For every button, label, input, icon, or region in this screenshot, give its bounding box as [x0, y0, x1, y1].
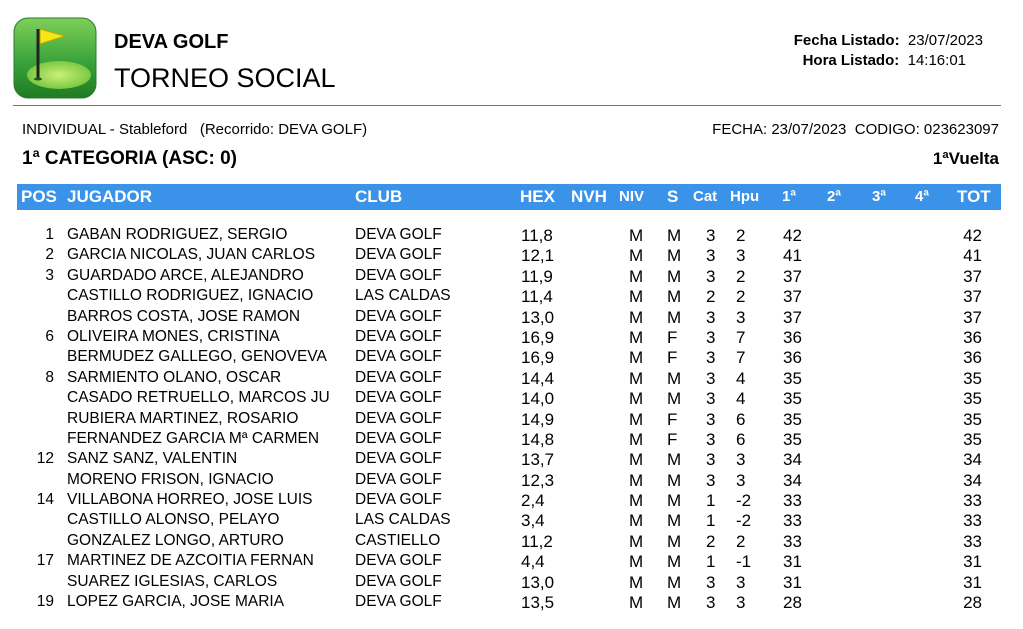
cell-cat: 3 [706, 572, 716, 592]
table-row [0, 389, 1023, 409]
listing-time [803, 52, 966, 69]
cell-club: DEVA GOLF [355, 348, 442, 366]
cell-sex: M [667, 552, 682, 572]
cell-tot: 37 [963, 287, 982, 307]
cell-niv: M [629, 226, 644, 245]
cell-hpu: -2 [736, 491, 752, 511]
cell-sex: F [667, 409, 678, 429]
cell-player: OLIVEIRA MONES, CRISTINA [67, 327, 280, 345]
cell-pos: 2 [45, 246, 54, 264]
cell-niv: M [629, 572, 644, 592]
cell-hpu: 2 [736, 226, 746, 245]
listing-date-value: 23/07/2023 [907, 32, 983, 49]
table-row [0, 410, 1023, 430]
cell-sex: M [667, 491, 682, 511]
category-title: 1ª CATEGORIA (ASC: 0) [22, 148, 237, 169]
cell-cat: 3 [706, 246, 716, 266]
cell-player: SARMIENTO OLANO, OSCAR [67, 368, 282, 386]
results-table [0, 226, 1023, 613]
golf-flag-icon [13, 17, 97, 99]
cell-sex: M [667, 450, 682, 470]
cell-r1: 36 [783, 348, 802, 368]
cell-cat: 2 [706, 531, 716, 551]
cell-cat: 2 [706, 287, 716, 307]
col-hpu: Hpu [730, 188, 760, 205]
table-row [0, 491, 1023, 511]
cell-sex: M [667, 226, 682, 245]
cell-niv: M [629, 593, 644, 613]
table-row [0, 226, 1023, 246]
tournament-name: TORNEO SOCIAL [114, 63, 336, 93]
cell-player: CASTILLO ALONSO, PELAYO [67, 511, 280, 529]
cell-sex: M [667, 287, 682, 307]
cell-hex: 12,1 [521, 246, 555, 266]
table-row [0, 511, 1023, 531]
col-r2: 2ª [827, 188, 841, 205]
cell-cat: 1 [706, 491, 716, 511]
cell-cat: 3 [706, 593, 716, 613]
cell-pos: 1 [45, 226, 54, 243]
cell-hpu: 3 [736, 307, 746, 327]
cell-r1: 33 [783, 511, 802, 531]
table-row [0, 287, 1023, 307]
cell-niv: M [629, 491, 644, 511]
cell-club: LAS CALDAS [355, 287, 451, 305]
cell-cat: 3 [706, 327, 716, 347]
cell-hpu: 6 [736, 409, 746, 429]
cell-hex: 11,9 [521, 266, 553, 286]
cell-r1: 37 [783, 307, 802, 327]
cell-sex: F [667, 429, 678, 449]
cell-player: MARTINEZ DE AZCOITIA FERNAN [67, 552, 314, 570]
cell-r1: 36 [783, 327, 802, 347]
cell-hex: 11,8 [521, 226, 553, 245]
cell-club: DEVA GOLF [355, 552, 442, 570]
cell-tot: 33 [963, 511, 982, 531]
table-header [17, 184, 1001, 210]
cell-cat: 1 [706, 552, 716, 572]
cell-r1: 31 [783, 552, 802, 572]
cell-niv: M [629, 450, 644, 470]
listing-date-label: Fecha Listado: [793, 32, 900, 49]
cell-player: LOPEZ GARCIA, JOSE MARIA [67, 593, 285, 611]
cell-tot: 34 [963, 450, 982, 470]
cell-niv: M [629, 246, 644, 266]
col-r4: 4ª [915, 188, 929, 205]
cell-hex: 4,4 [521, 552, 545, 572]
col-r1: 1ª [782, 188, 796, 205]
cell-sex: M [667, 531, 682, 551]
competition-format: INDIVIDUAL - Stableford (Recorrido: DEVA GOLF) [22, 121, 368, 138]
col-cat: Cat [693, 188, 718, 205]
cell-sex: M [667, 572, 682, 592]
col-tot: TOT [957, 187, 991, 206]
cell-sex: M [667, 307, 682, 327]
cell-player: CASTILLO RODRIGUEZ, IGNACIO [67, 287, 314, 305]
cell-cat: 3 [706, 348, 716, 368]
cell-tot: 37 [963, 266, 982, 286]
cell-tot: 37 [963, 307, 982, 327]
col-club: CLUB [355, 187, 403, 206]
cell-tot: 31 [963, 552, 982, 572]
col-r3: 3ª [872, 188, 886, 205]
cell-hex: 14,0 [521, 389, 555, 409]
cell-hex: 11,2 [521, 531, 553, 551]
cell-club: DEVA GOLF [355, 429, 442, 447]
cell-cat: 3 [706, 226, 716, 245]
table-row [0, 593, 1023, 613]
cell-hex: 12,3 [521, 470, 555, 490]
cell-hex: 2,4 [521, 491, 545, 511]
cell-hpu: 3 [736, 450, 746, 470]
cell-club: DEVA GOLF [355, 246, 442, 264]
cell-hex: 13,0 [521, 307, 555, 327]
table-row [0, 532, 1023, 552]
cell-player: GABAN RODRIGUEZ, SERGIO [67, 226, 288, 243]
cell-tot: 33 [963, 491, 982, 511]
cell-club: DEVA GOLF [355, 327, 442, 345]
cell-cat: 3 [706, 368, 716, 388]
cell-cat: 1 [706, 511, 716, 531]
col-hex: HEX [520, 187, 555, 206]
cell-r1: 41 [783, 246, 802, 266]
cell-hpu: 2 [736, 531, 746, 551]
cell-club: DEVA GOLF [355, 450, 442, 468]
cell-club: DEVA GOLF [355, 389, 442, 407]
cell-niv: M [629, 348, 644, 368]
cell-pos: 19 [36, 593, 54, 611]
cell-hpu: 6 [736, 429, 746, 449]
cell-r1: 31 [783, 572, 802, 592]
cell-player: SANZ SANZ, VALENTIN [67, 450, 238, 468]
cell-club: DEVA GOLF [355, 307, 442, 325]
cell-hex: 13,0 [521, 572, 555, 592]
col-pos: POS [21, 187, 57, 206]
cell-tot: 41 [963, 246, 982, 266]
cell-club: LAS CALDAS [355, 511, 451, 529]
cell-tot: 28 [963, 593, 982, 613]
table-row [0, 328, 1023, 348]
table-row [0, 348, 1023, 368]
listing-time-value: 14:16:01 [907, 52, 966, 69]
table-row [0, 308, 1023, 328]
cell-sex: M [667, 593, 682, 613]
cell-hex: 13,7 [521, 450, 555, 470]
listing-time-label: Hora Listado: [802, 52, 900, 69]
cell-r1: 35 [783, 429, 802, 449]
cell-pos: 6 [45, 327, 54, 345]
cell-hpu: 4 [736, 389, 746, 409]
cell-hpu: 3 [736, 246, 746, 266]
listing-date [794, 32, 983, 49]
cell-niv: M [629, 307, 644, 327]
table-row [0, 450, 1023, 470]
cell-r1: 34 [783, 450, 802, 470]
table-row [0, 267, 1023, 287]
table-row [0, 430, 1023, 450]
cell-club: DEVA GOLF [355, 409, 442, 427]
cell-hpu: 3 [736, 572, 746, 592]
cell-tot: 36 [963, 348, 982, 368]
cell-niv: M [629, 266, 644, 286]
cell-hpu: -2 [736, 511, 752, 531]
cell-pos: 12 [36, 450, 54, 468]
cell-r1: 33 [783, 491, 802, 511]
cell-club: DEVA GOLF [355, 226, 442, 243]
cell-player: RUBIERA MARTINEZ, ROSARIO [67, 409, 299, 427]
table-row [0, 471, 1023, 491]
cell-niv: M [629, 287, 644, 307]
cell-r1: 34 [783, 470, 802, 490]
cell-r1: 35 [783, 389, 802, 409]
col-nvh: NVH [571, 187, 607, 206]
club-name: DEVA GOLF [114, 31, 229, 53]
cell-sex: M [667, 246, 682, 266]
cell-r1: 37 [783, 287, 802, 307]
cell-pos: 14 [36, 491, 54, 509]
col-sex: S [667, 187, 679, 206]
table-row [0, 552, 1023, 572]
cell-club: DEVA GOLF [355, 470, 442, 488]
cell-niv: M [629, 389, 644, 409]
cell-pos: 3 [45, 266, 54, 284]
cell-hpu: 7 [736, 327, 746, 347]
cell-tot: 31 [963, 572, 982, 592]
cell-player: FERNANDEZ GARCIA Mª CARMEN [67, 429, 320, 447]
cell-r1: 35 [783, 368, 802, 388]
cell-niv: M [629, 409, 644, 429]
cell-cat: 3 [706, 307, 716, 327]
cell-tot: 34 [963, 470, 982, 490]
cell-hex: 16,9 [521, 348, 555, 368]
cell-player: SUAREZ IGLESIAS, CARLOS [67, 572, 278, 590]
cell-r1: 28 [783, 593, 802, 613]
col-niv: NIV [619, 188, 645, 205]
cell-sex: M [667, 470, 682, 490]
cell-club: DEVA GOLF [355, 266, 442, 284]
cell-niv: M [629, 531, 644, 551]
cell-hpu: 4 [736, 368, 746, 388]
cell-niv: M [629, 327, 644, 347]
cell-pos: 8 [45, 368, 54, 386]
cell-r1: 37 [783, 266, 802, 286]
cell-r1: 35 [783, 409, 802, 429]
cell-cat: 3 [706, 409, 716, 429]
cell-player: BARROS COSTA, JOSE RAMON [67, 307, 301, 325]
header-divider [13, 105, 1001, 106]
cell-tot: 33 [963, 531, 982, 551]
cell-sex: M [667, 368, 682, 388]
cell-player: GONZALEZ LONGO, ARTURO [67, 531, 284, 549]
cell-player: CASADO RETRUELLO, MARCOS JU [67, 389, 330, 407]
cell-cat: 3 [706, 470, 716, 490]
cell-tot: 35 [963, 389, 982, 409]
table-row [0, 369, 1023, 389]
cell-sex: M [667, 511, 682, 531]
col-player: JUGADOR [67, 187, 153, 206]
table-row [0, 246, 1023, 266]
cell-sex: F [667, 348, 678, 368]
cell-cat: 3 [706, 389, 716, 409]
cell-niv: M [629, 368, 644, 388]
cell-hex: 3,4 [521, 511, 545, 531]
cell-tot: 36 [963, 327, 982, 347]
cell-hpu: 3 [736, 470, 746, 490]
cell-hex: 16,9 [521, 327, 555, 347]
round-label: 1ªVuelta [932, 149, 999, 168]
cell-r1: 33 [783, 531, 802, 551]
cell-club: DEVA GOLF [355, 572, 442, 590]
cell-player: GARCIA NICOLAS, JUAN CARLOS [67, 246, 316, 264]
cell-tot: 35 [963, 409, 982, 429]
cell-player: BERMUDEZ GALLEGO, GENOVEVA [67, 348, 327, 366]
cell-cat: 3 [706, 266, 716, 286]
cell-player: VILLABONA HORREO, JOSE LUIS [67, 491, 313, 509]
cell-hpu: 2 [736, 266, 746, 286]
cell-niv: M [629, 511, 644, 531]
cell-sex: M [667, 389, 682, 409]
cell-cat: 3 [706, 450, 716, 470]
cell-sex: M [667, 266, 682, 286]
cell-hex: 14,4 [521, 368, 555, 388]
cell-tot: 35 [963, 368, 982, 388]
cell-hex: 13,5 [521, 593, 555, 613]
competition-date-code: FECHA: 23/07/2023 CODIGO: 023623097 [712, 121, 999, 138]
cell-sex: F [667, 327, 678, 347]
cell-hex: 14,9 [521, 409, 555, 429]
table-row [0, 573, 1023, 593]
cell-hex: 11,4 [521, 287, 553, 307]
cell-hex: 14,8 [521, 429, 555, 449]
cell-hpu: 2 [736, 287, 746, 307]
cell-club: CASTIELLO [355, 531, 441, 549]
cell-niv: M [629, 429, 644, 449]
cell-hpu: -1 [736, 552, 752, 572]
cell-club: DEVA GOLF [355, 368, 442, 386]
cell-r1: 42 [783, 226, 802, 245]
cell-player: MORENO FRISON, IGNACIO [67, 470, 274, 488]
cell-club: DEVA GOLF [355, 593, 442, 611]
cell-player: GUARDADO ARCE, ALEJANDRO [67, 266, 304, 284]
cell-tot: 35 [963, 429, 982, 449]
cell-club: DEVA GOLF [355, 491, 442, 509]
cell-hpu: 3 [736, 593, 746, 613]
cell-niv: M [629, 552, 644, 572]
cell-pos: 17 [36, 552, 54, 570]
cell-tot: 42 [963, 226, 982, 245]
cell-hpu: 7 [736, 348, 746, 368]
cell-niv: M [629, 470, 644, 490]
cell-cat: 3 [706, 429, 716, 449]
